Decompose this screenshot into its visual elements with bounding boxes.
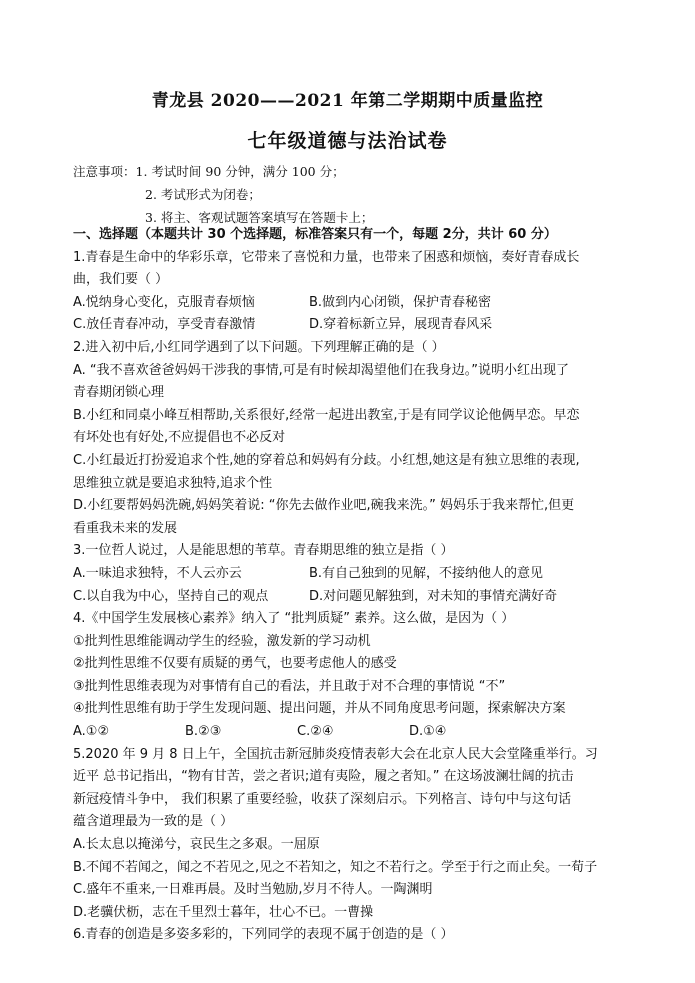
- section-heading: 一、选择题（本题共计 30 个选择题，标准答案只有一个，每题 2分，共计 60 分）: [73, 227, 557, 242]
- question-6-stem: 6.青春的创造是多姿多彩的，下列同学的表现不属于创造的是（ ）: [73, 927, 454, 943]
- option-c: 思维独立就是要追求独特,追求个性: [73, 475, 273, 491]
- question-5-stem: 新冠疫情斗争中， 我们积累了重要经验，收获了深刻启示。下列格言、诗句中与这句话: [73, 791, 572, 807]
- option-b: B.不闻不若闻之，闻之不若见之,见之不若知之，知之不若行之。学至于行之而止矣。一荀子: [73, 859, 598, 875]
- option-a: A.长太息以掩涕兮，哀民生之多艰。一屈原: [73, 837, 320, 853]
- exam-notes: [73, 160, 373, 229]
- option-row: [73, 314, 633, 337]
- option-c: C.小红最近打扮爱追求个性,她的穿着总和妈妈有分歧。小红想,她这是有独立思维的表现,: [73, 452, 580, 468]
- statement-3: ③批判性思维表现为对事情有自己的看法，并且敢于对不合理的事情说 “不”: [73, 678, 506, 694]
- option-b: B.②③: [185, 724, 222, 740]
- note-item: 3. 将主、客观试题答案填写在答题卡上；: [145, 210, 374, 225]
- option-d: 看重我未来的发展: [73, 520, 178, 536]
- note-item: 2. 考试形式为闭卷；: [145, 187, 261, 202]
- option-b: B.小红和同桌小峰互相帮助,关系很好,经常一起进出教室,于是有同学议论他俩早恋。早恋: [73, 407, 580, 423]
- option-d: D.小红要帮妈妈洗碗,妈妈笑着说: “你先去做作业吧,碗我来洗。” 妈妈乐于我来帮忙,但更: [73, 498, 575, 514]
- option-row: [73, 721, 633, 744]
- statement-4: ④批判性思维有助于学生发现问题、提出问题，并从不同角度思考问题，探索解决方案: [73, 701, 566, 717]
- option-a: A. “我不喜欢爸爸妈妈干涉我的事情,可是有时候却渴望他们在我身边。”说明小红出现了: [73, 362, 570, 378]
- option-b: 有坏处也有好处,不应提倡也不必反对: [73, 430, 286, 446]
- question-5-stem: 5.2020 年 9 月 8 日上午，全国抗击新冠肺炎疫情表彰大会在北京人民大会堂隆重举行。习: [73, 746, 598, 762]
- option-b: B.做到内心闭锁，保护青春秘密: [309, 294, 492, 310]
- option-d: D.对问题见解独到，对未知的事情充满好奇: [309, 588, 558, 604]
- question-4-stem: 4.《中国学生发展核心素养》纳入了 “批判质疑” 素养。这么做，是因为（ ）: [73, 611, 515, 627]
- option-a: A.悦纳身心变化，克服青春烦恼: [73, 294, 255, 310]
- statement-2: ②批判性思维不仅要有质疑的勇气，也要考虑他人的感受: [73, 656, 397, 672]
- option-d: D.①④: [409, 724, 447, 740]
- option-row: [73, 586, 633, 609]
- question-1-stem: 曲，我们要（ ）: [73, 272, 169, 288]
- option-b: B.有自己独到的见解，不接纳他人的意见: [309, 565, 544, 581]
- question-5-stem: 近平 总书记指出，“物有甘苦，尝之者识;道有夷险，履之者知。” 在这场波澜壮阔的抗击: [73, 769, 574, 785]
- option-d: D.老骥伏枥，志在千里烈士暮年，壮心不已。一曹操: [73, 904, 374, 920]
- option-c: C.放任青春冲动，享受青春激情: [73, 317, 256, 333]
- option-a: 青春期闭锁心理: [73, 385, 165, 401]
- option-a: A.①②: [73, 724, 110, 740]
- question-1-stem: 1.青春是生命中的华彩乐章，它带来了喜悦和力量，也带来了困惑和烦恼，奏好青春成长: [73, 249, 580, 265]
- exam-subtitle: 七年级道德与法治试卷: [247, 130, 448, 152]
- option-c: C.②④: [297, 724, 334, 740]
- notes-label: 注意事项：: [73, 164, 136, 179]
- option-d: D.穿着标新立异，展现青春风采: [309, 317, 493, 333]
- option-row: [73, 563, 633, 586]
- exam-title: 青龙县 2020——2021 年第二学期期中质量监控: [151, 91, 544, 111]
- option-c: C.以自我为中心，坚持自己的观点: [73, 588, 269, 604]
- option-a: A.一味追求独特，不人云亦云: [73, 565, 242, 581]
- option-c: C.盛年不重来,一日难再晨。及时当勉励,岁月不待人。一陶渊明: [73, 882, 433, 898]
- question-5-stem: 蕴含道理最为一致的是（ ）: [73, 814, 234, 830]
- option-row: [73, 292, 633, 315]
- question-2-stem: 2.进入初中后,小红同学遇到了以下问题。下列理解正确的是（ ）: [73, 339, 445, 355]
- note-item: 1. 考试时间 90 分钟，满分 100 分；: [135, 164, 345, 179]
- exam-body: [73, 224, 633, 947]
- question-3-stem: 3.一位哲人说过，人是能思想的苇草。青春期思维的独立是指（ ）: [73, 543, 454, 559]
- statement-1: ①批判性思维能调动学生的经验，激发新的学习动机: [73, 633, 371, 649]
